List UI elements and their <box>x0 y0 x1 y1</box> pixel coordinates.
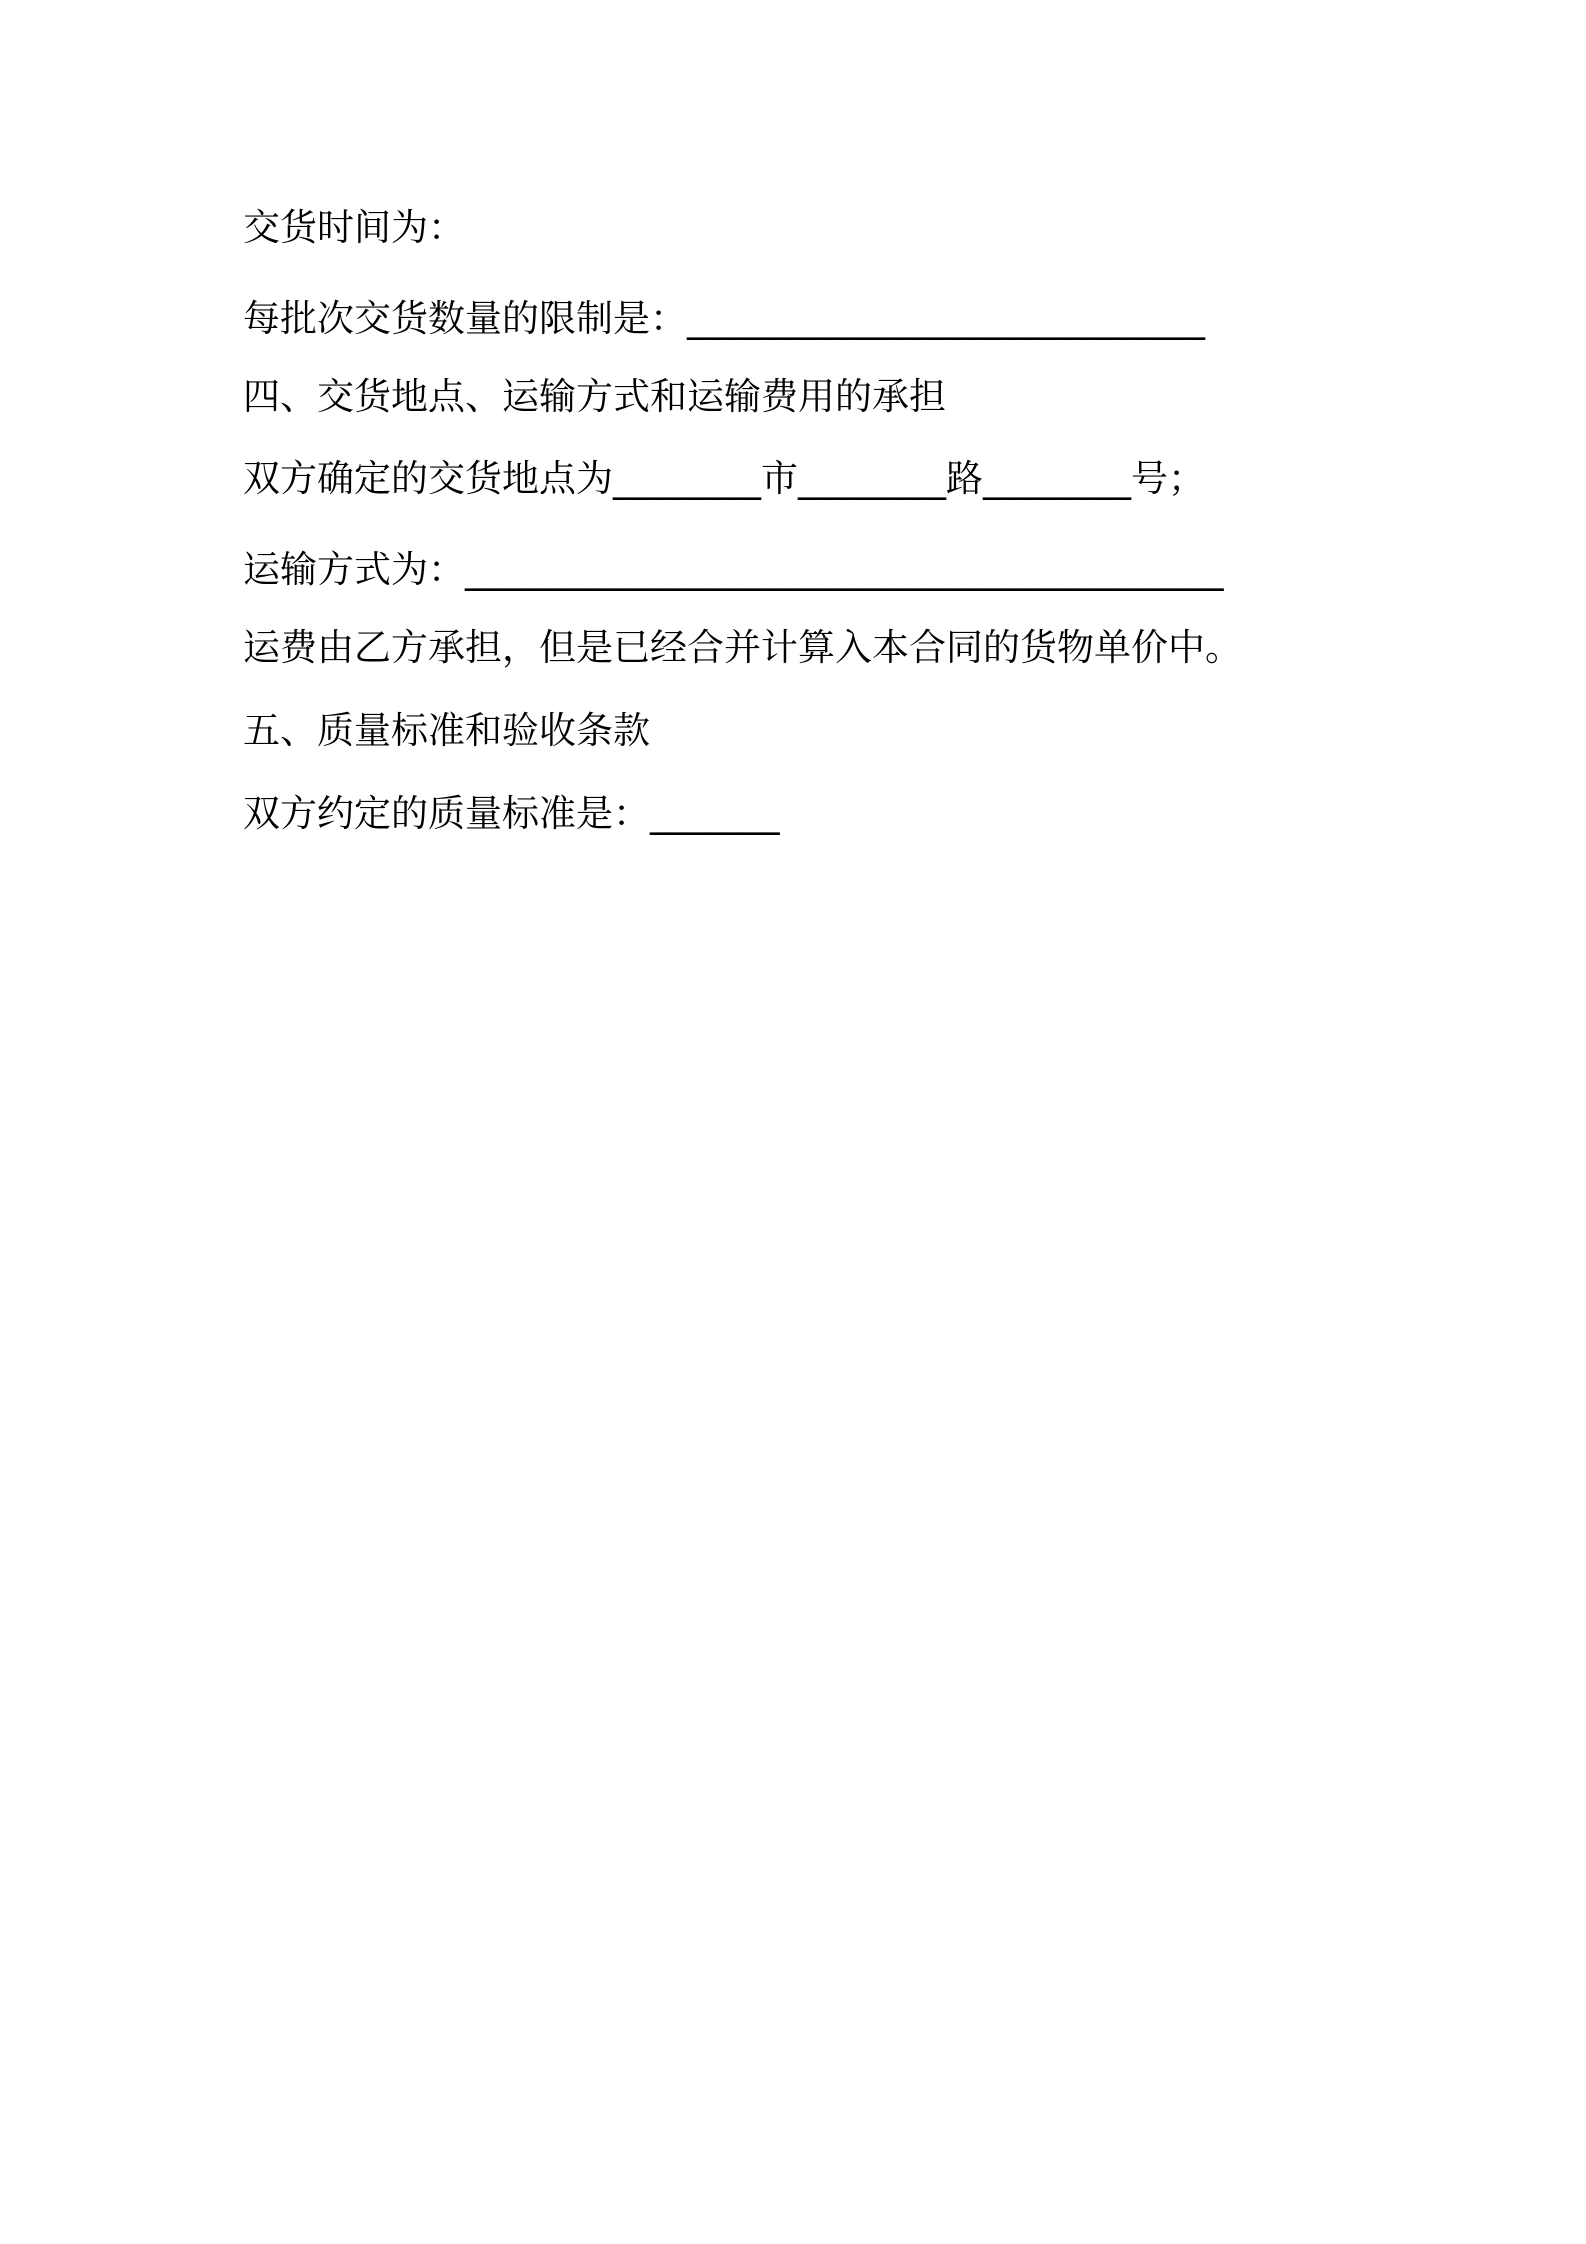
section-five-heading: 五、质量标准和验收条款 <box>243 709 650 752</box>
transport-method-line: 运输方式为：_________________________________________ <box>243 548 1224 591</box>
delivery-time-line: 交货时间为： <box>243 206 465 249</box>
freight-cost-line: 运费由乙方承担，但是已经合并计算入本合同的货物单价中。 <box>243 626 1242 669</box>
section-four-heading: 四、交货地点、运输方式和运输费用的承担 <box>243 375 946 418</box>
quality-standard-line: 双方约定的质量标准是：_______ <box>243 792 780 835</box>
delivery-location-line: 双方确定的交货地点为________市________路________号； <box>243 457 1205 500</box>
batch-quantity-limit-line: 每批次交货数量的限制是：____________________________ <box>243 297 1205 340</box>
